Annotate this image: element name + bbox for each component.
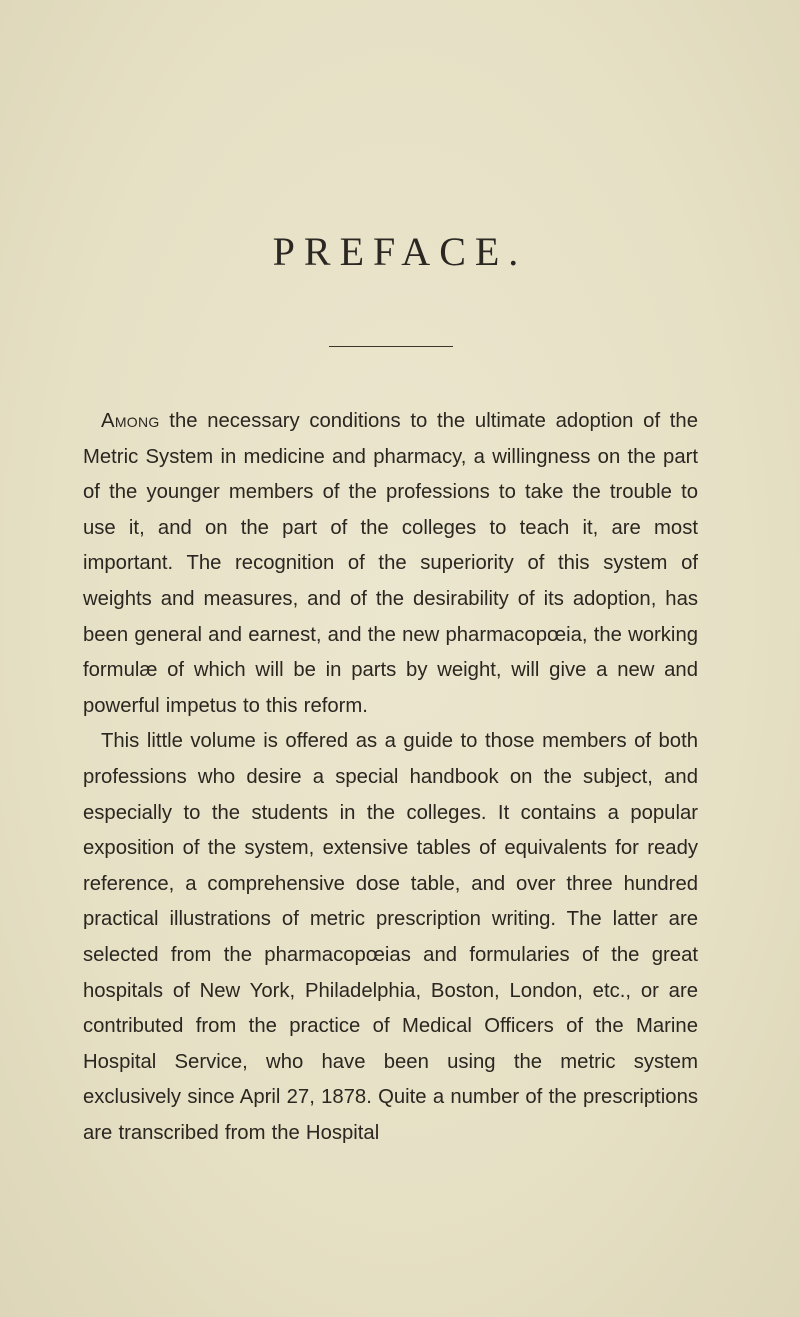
title-divider bbox=[329, 346, 453, 347]
body-text bbox=[83, 404, 698, 1151]
paragraph-1-text: the necessary conditions to the ultimate adoption of the Metric System in medicine and pharmacy, a willingness on the part of the younger members of the professions to take the trouble to use it, and on the part of the colleges to teach it, are most important. The recognition of the superiority of this system of weights and measures, and of the desirability of its adoption, has been general and earnest, and the new pharmacopœia, the working formulæ of which will be in parts by weight, will give a new and powerful impetus to this reform. bbox=[83, 410, 698, 717]
paragraph-1 bbox=[83, 404, 698, 724]
page-title: PREFACE. bbox=[272, 229, 528, 274]
paragraph-2: This little volume is offered as a guide to those members of both professions who desire a special handbook on the subject, and especially to the students in the colleges. It contains a popular exposition of the system, extensive tables of equivalents for ready reference, a comprehensive dose table, and over three hundred practical illustrations of metric prescription writing. The latter are selected from the pharmacopœias and formularies of the great hospitals of New York, Philadelphia, Boston, London, etc., or are contributed from the practice of Medical Officers of the Marine Hospital Service, who have been using the metric system exclusively since April 27, 1878. Quite a number of the prescriptions are transcribed from the Hospital bbox=[83, 730, 698, 1144]
lead-word: Among bbox=[101, 410, 160, 432]
